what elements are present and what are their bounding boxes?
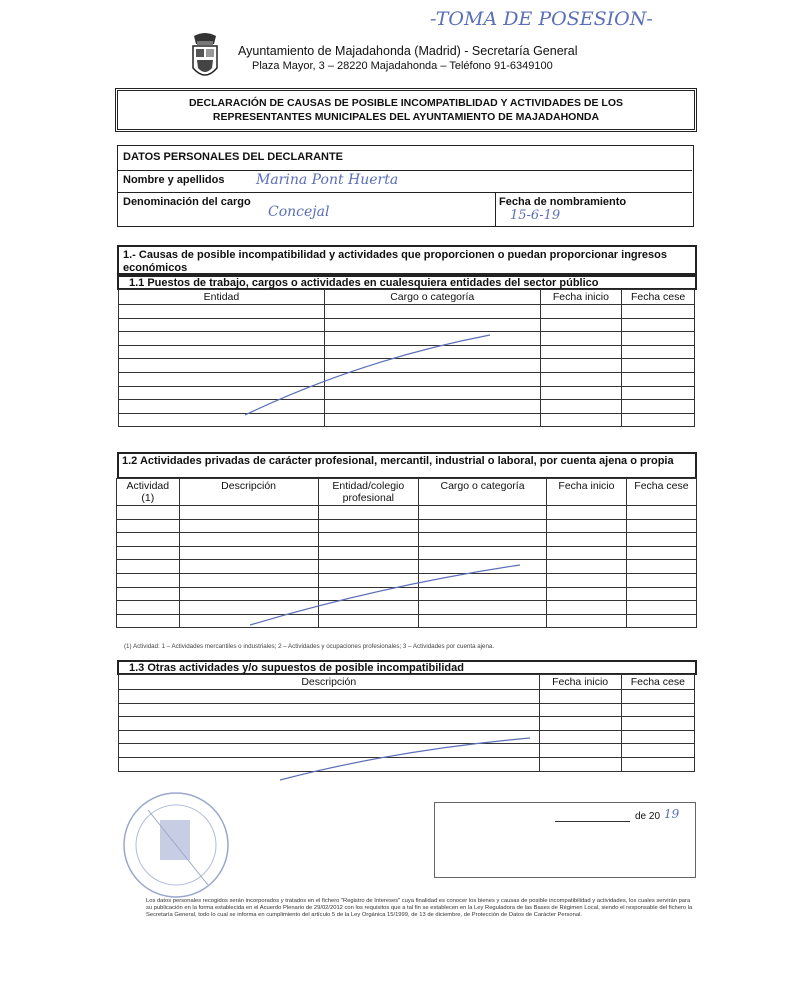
col-entidad: Entidad (119, 290, 325, 305)
table-row[interactable] (119, 690, 695, 704)
table-row[interactable] (119, 305, 695, 319)
table-row[interactable] (117, 506, 697, 520)
strike-line-1-1 (240, 330, 500, 420)
signature-date-box[interactable] (434, 802, 696, 878)
section1-heading: 1.- Causas de posible incompatibilidad y actividades que proporcionen o puedan proporcionar ingresos económicos (123, 249, 667, 274)
legal-text: Los datos personales recogidos serán incorporados y tratados en el fichero "Registro de Intereses" cuya finalidad es conocer los bienes y causas de posible incompatibilidad y actividades, los cuales servirán para su publicación en la forma establecida en el Acuerdo Plenario de 29/02/2012 con los requisitos que a tal fin se establecen en la Ley Reguladora de las Bases de Régimen Local, siendo el responsable del fichero la Secretaría General, todo lo cual se informa en cumplimiento del artículo 5 de la Ley Orgánica 15/1999, de 13 de diciembre, de Protección de Datos de Carácter Personal. (146, 898, 693, 918)
col-cargo: Cargo o categoría (324, 290, 540, 305)
footnote-actividad: (1) Actividad: 1 – Actividades mercantiles o industriales; 2 – Actividades y ocupaciones profesionales; 3 – Actividades por cuenta ajena. (124, 643, 495, 650)
strike-line-1-2 (245, 560, 525, 630)
col-fecha-cese: Fecha cese (621, 675, 694, 690)
cargo-label: Denominación del cargo (123, 196, 251, 208)
section1-heading-box (117, 245, 697, 275)
name-value[interactable]: Marina Pont Huerta (256, 172, 399, 188)
col-fecha-cese: Fecha cese (622, 290, 695, 305)
personal-data-box (117, 145, 694, 227)
fecha-nombramiento-label: Fecha de nombramiento (499, 196, 627, 208)
table-row[interactable] (117, 546, 697, 560)
table-row[interactable] (117, 533, 697, 547)
col-fecha-cese: Fecha cese (626, 479, 696, 506)
fecha-nombramiento-value[interactable]: 15-6-19 (510, 208, 561, 223)
personal-heading: DATOS PERSONALES DEL DECLARANTE (123, 151, 344, 163)
col-actividad: Actividad (1) (117, 479, 180, 506)
sub3-heading-box (117, 660, 697, 675)
date-suffix: de 20 (635, 811, 661, 822)
col-descripcion: Descripción (179, 479, 318, 506)
header-line-1: Ayuntamiento de Majadahonda (Madrid) - Secretaría General (238, 44, 578, 58)
col-fecha-inicio: Fecha inicio (547, 479, 627, 506)
col-fecha-inicio: Fecha inicio (539, 675, 621, 690)
title-line-2: REPRESENTANTES MUNICIPALES DEL AYUNTAMIENTO DE MAJADAHONDA (212, 111, 600, 123)
sub1-heading-box (117, 275, 697, 290)
col-descripcion: Descripción (119, 675, 540, 690)
municipal-crest-logo (188, 32, 222, 84)
title-line-1: DECLARACIÓN DE CAUSAS DE POSIBLE INCOMPATIBLIDAD Y ACTIVIDADES DE LOS (188, 97, 624, 109)
sub2-heading: 1.2 Actividades privadas de carácter profesional, mercantil, industrial o laboral, por cuenta ajena o propia (122, 455, 674, 467)
official-stamp (108, 790, 238, 900)
table-row[interactable] (119, 717, 695, 731)
date-year: 19 (664, 807, 680, 821)
handwritten-header: -TOMA DE POSESION- (430, 8, 653, 30)
name-label: Nombre y apellidos (123, 174, 225, 186)
cargo-value[interactable]: Concejal (268, 204, 330, 220)
sub1-heading: 1.1 Puestos de trabajo, cargos o actividades en cualesquiera entidades del sector público (129, 277, 599, 289)
table-row[interactable] (117, 519, 697, 533)
strike-line-1-3 (275, 735, 535, 785)
col-fecha-inicio: Fecha inicio (540, 290, 622, 305)
header-line-2: Plaza Mayor, 3 – 28220 Majadahonda – Teléfono 91-6349100 (252, 60, 553, 72)
document-title (115, 88, 697, 132)
col-cargo-categoria: Cargo o categoría (419, 479, 547, 506)
table-row[interactable] (119, 703, 695, 717)
sub2-heading-box (117, 452, 697, 479)
sub3-heading: 1.3 Otras actividades y/o supuestos de posible incompatibilidad (129, 662, 464, 674)
col-entidad-colegio: Entidad/colegio profesional (318, 479, 418, 506)
